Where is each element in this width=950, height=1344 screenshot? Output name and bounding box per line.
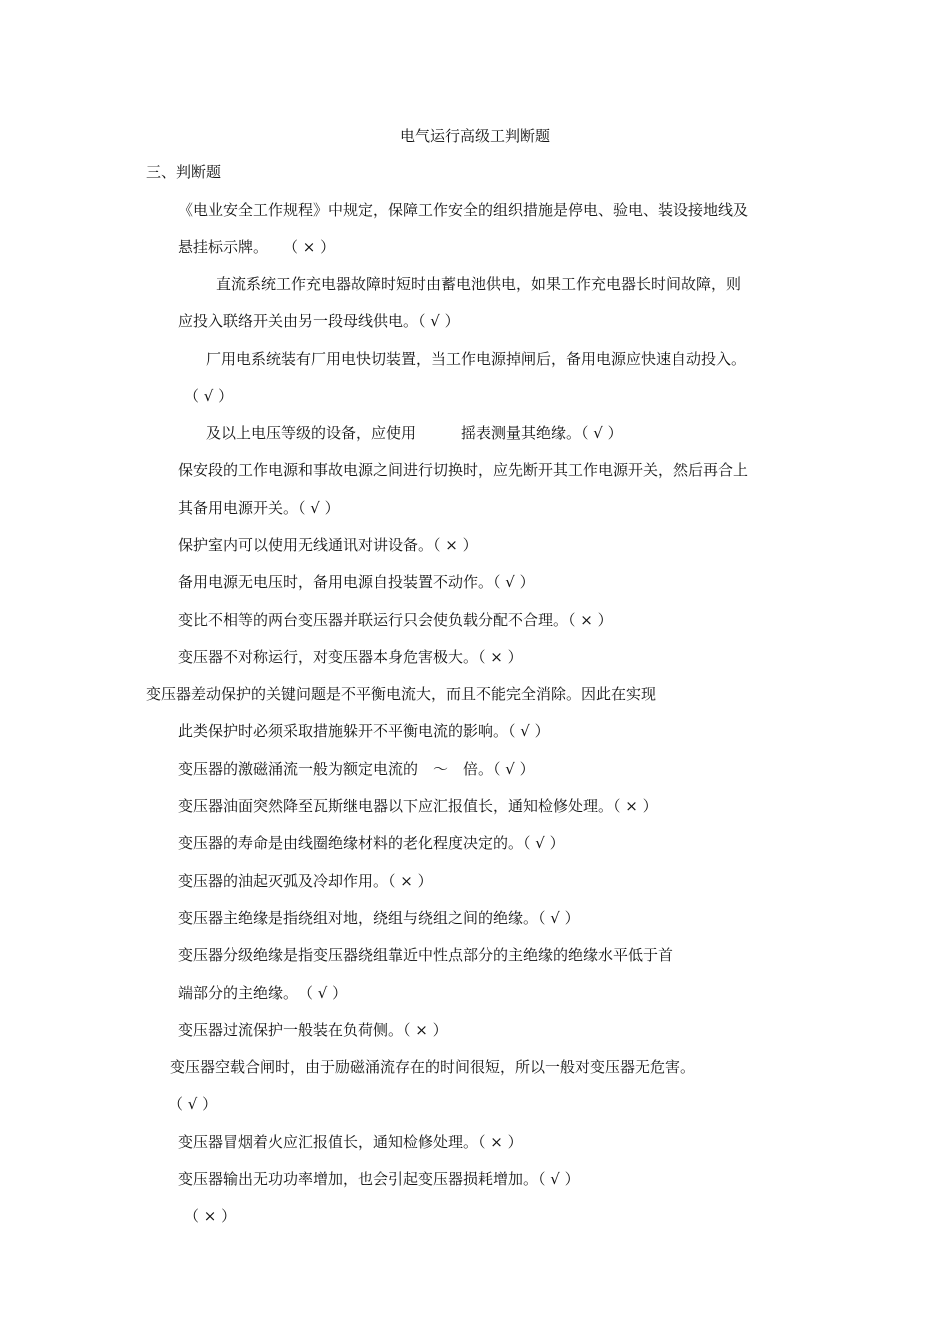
- text-line: 变压器主绝缘是指绕组对地，绕组与绕组之间的绝缘。（ √ ）: [178, 909, 580, 927]
- text-line: 变压器油面突然降至瓦斯继电器以下应汇报值长，通知检修处理。（ × ）: [178, 797, 658, 815]
- text-line: 端部分的主绝缘。 （ √ ）: [178, 984, 348, 1002]
- text-line: 厂用电系统装有厂用电快切装置，当工作电源掉闸后，备用电源应快速自动投入。: [206, 350, 747, 368]
- text-line: 直流系统工作充电器故障时短时由蓄电池供电，如果工作充电器长时间故障，则: [216, 275, 742, 293]
- text-line: 变压器分级绝缘是指变压器绕组靠近中性点部分的主绝缘的绝缘水平低于首: [178, 946, 674, 964]
- text-line: （ √ ）: [184, 387, 234, 405]
- text-line: 其备用电源开关。（ √ ）: [178, 499, 340, 517]
- text-line: 变压器冒烟着火应汇报值长，通知检修处理。（ × ）: [178, 1133, 523, 1151]
- text-line: 保护室内可以使用无线通讯对讲设备。（ × ）: [178, 536, 478, 554]
- text-line: 变压器的油起灭弧及冷却作用。（ × ）: [178, 872, 433, 890]
- document-title: 电气运行高级工判断题: [399, 127, 550, 145]
- text-line: 变压器过流保护一般装在负荷侧。（ × ）: [178, 1021, 448, 1039]
- text-line: 悬挂标示牌。 （ × ）: [178, 238, 336, 256]
- text-line: 变比不相等的两台变压器并联运行只会使负载分配不合理。（ × ）: [178, 611, 613, 629]
- text-line: 变压器的激磁涌流一般为额定电流的 ～ 倍。（ √ ）: [178, 760, 535, 778]
- text-line: 应投入联络开关由另一段母线供电。（ √ ）: [178, 312, 460, 330]
- text-line: 保安段的工作电源和事故电源之间进行切换时，应先断开其工作电源开关，然后再合上: [178, 461, 749, 479]
- text-line: 变压器空载合闸时，由于励磁涌流存在的时间很短，所以一般对变压器无危害。: [170, 1058, 696, 1076]
- text-line: 此类保护时必须采取措施躲开不平衡电流的影响。（ √ ）: [178, 722, 550, 740]
- text-line: 及以上电压等级的设备，应使用 摇表测量其绝缘。（ √ ）: [206, 424, 623, 442]
- section-heading: 三、判断题: [146, 163, 222, 181]
- text-line: 《电业安全工作规程》中规定，保障工作安全的组织措施是停电、验电、装设接地线及: [178, 201, 749, 219]
- text-line: 变压器不对称运行，对变压器本身危害极大。（ × ）: [178, 648, 523, 666]
- text-line: 变压器输出无功功率增加，也会引起变压器损耗增加。（ √ ）: [178, 1170, 580, 1188]
- text-line: 变压器差动保护的关键问题是不平衡电流大，而且不能完全消除。因此在实现: [146, 685, 657, 703]
- text-line: （ √ ）: [168, 1095, 218, 1113]
- text-line: 备用电源无电压时，备用电源自投装置不动作。（ √ ）: [178, 573, 535, 591]
- text-line: （ × ）: [184, 1207, 237, 1225]
- text-line: 变压器的寿命是由线圈绝缘材料的老化程度决定的。（ √ ）: [178, 834, 565, 852]
